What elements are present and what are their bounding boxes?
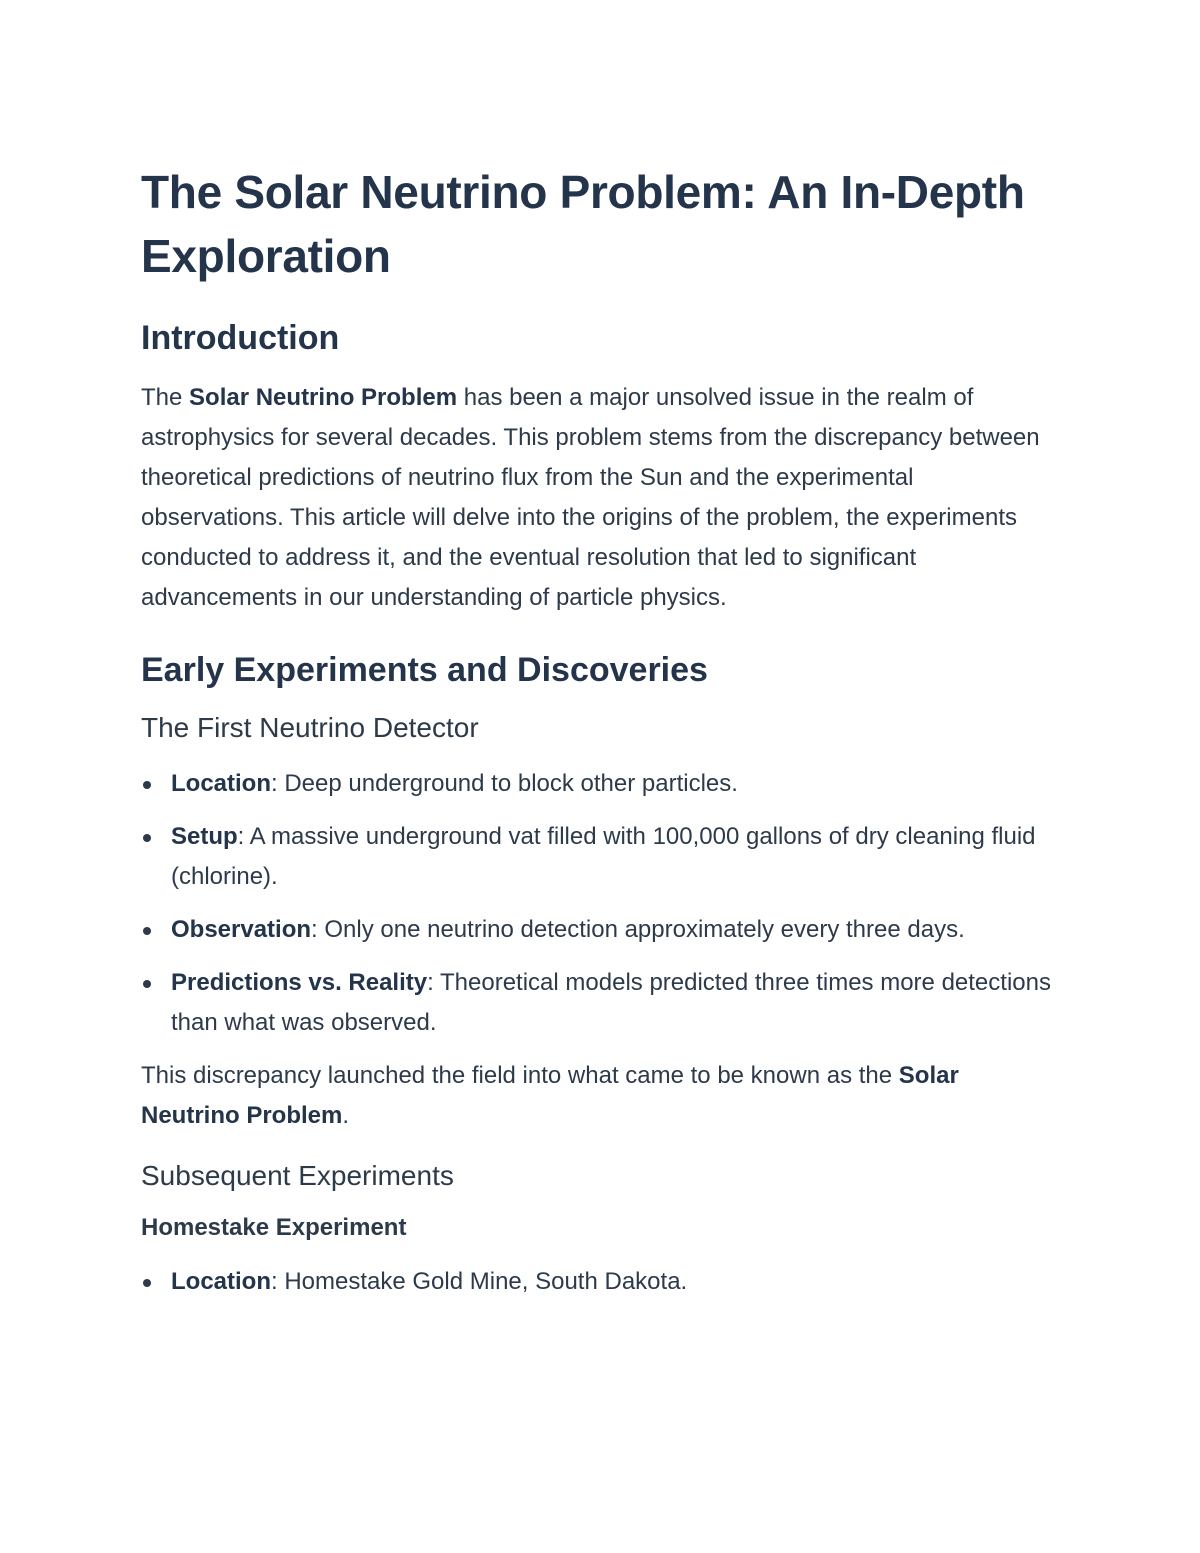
list-item-text: : Only one neutrino detection approximately every three days. xyxy=(311,916,965,943)
introduction-bold-term: Solar Neutrino Problem xyxy=(189,384,458,411)
list-item-label: Predictions vs. Reality xyxy=(171,969,428,996)
bullet-icon xyxy=(143,927,151,935)
document-page xyxy=(141,160,1061,1315)
list-item-label: Location xyxy=(171,770,271,797)
page-title: The Solar Neutrino Problem: An In-Depth Exploration xyxy=(141,166,1025,282)
list-item-label: Location xyxy=(171,1268,271,1295)
list-item xyxy=(141,963,1061,1043)
list-item-text: : A massive underground vat filled with 100,000 gallons of dry cleaning fluid (chlorine). xyxy=(171,823,1036,890)
discrepancy-paragraph xyxy=(141,1056,1061,1136)
list-item xyxy=(141,764,1061,804)
list-item-label: Setup xyxy=(171,823,238,850)
subsequent-experiments-heading: Subsequent Experiments xyxy=(141,1160,454,1191)
bullet-icon xyxy=(143,980,151,988)
early-experiments-section xyxy=(141,648,1061,1302)
bullet-icon xyxy=(143,1279,151,1287)
bullet-icon xyxy=(143,781,151,789)
list-item xyxy=(141,1262,1061,1302)
introduction-text-rest: has been a major unsolved issue in the realm of astrophysics for several decades. This problem stems from the discrepancy between theoretical predictions of neutrino flux from the Sun and the experimental observations. This article will delve into the origins of the problem, the experiments conducted to address it, and the eventual resolution that led to significant advancements in our understanding of particle physics. xyxy=(141,384,1040,611)
list-item-text: : Theoretical models predicted three times more detections than what was observed. xyxy=(171,969,1051,1036)
introduction-section xyxy=(141,316,1061,618)
discrepancy-bold-term: Solar Neutrino Problem xyxy=(141,1062,959,1129)
list-item-text: : Deep underground to block other particles. xyxy=(271,770,738,797)
first-detector-list xyxy=(141,764,1061,1043)
first-detector-heading: The First Neutrino Detector xyxy=(141,712,479,743)
homestake-list xyxy=(141,1262,1061,1302)
discrepancy-text-end: . xyxy=(342,1102,350,1129)
list-item-text: : Homestake Gold Mine, South Dakota. xyxy=(271,1268,688,1295)
bullet-icon xyxy=(143,834,151,842)
discrepancy-text-start: This discrepancy launched the field into what came to be known as the xyxy=(141,1062,899,1089)
introduction-text-start: The xyxy=(141,384,190,411)
list-item xyxy=(141,817,1061,897)
early-experiments-heading: Early Experiments and Discoveries xyxy=(141,651,708,689)
introduction-paragraph xyxy=(141,378,1061,618)
list-item-label: Observation xyxy=(171,916,312,943)
homestake-heading: Homestake Experiment xyxy=(141,1214,407,1241)
introduction-heading: Introduction xyxy=(141,319,340,357)
list-item xyxy=(141,910,1061,950)
